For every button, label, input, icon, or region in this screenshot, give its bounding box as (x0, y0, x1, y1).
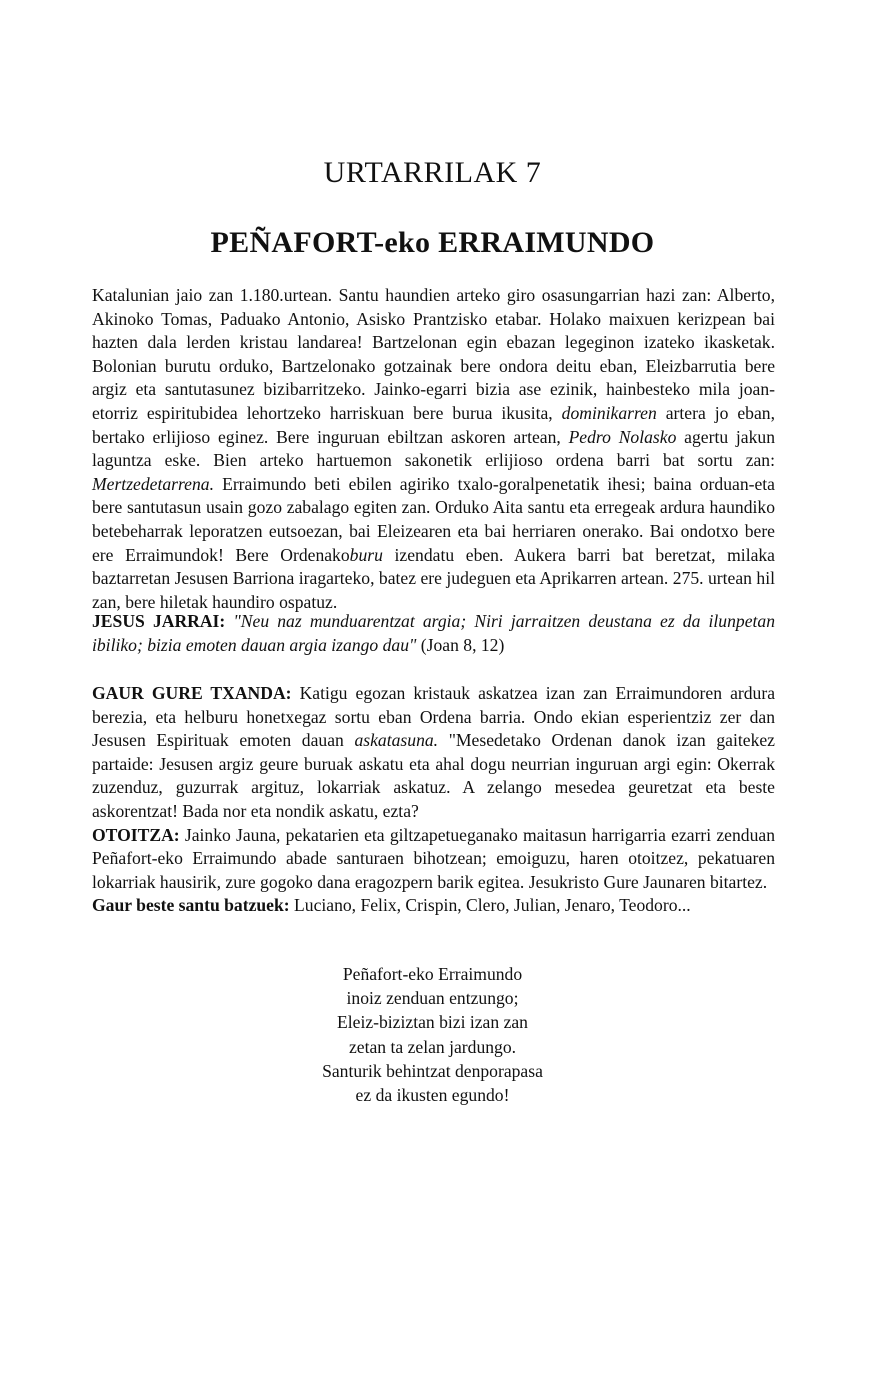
bio-text-3: agertu jakun laguntza eske. Bien arteko hartuemon sakonetik erlijioso ordena barri bat sortu zan: (92, 426, 775, 471)
gaur-gure-txanda-label: GAUR GURE TXANDA: (92, 683, 292, 703)
bio-text-4: Erraimundo beti ebilen agiriko txalo-goralpenetatik ihesi; baina orduan-eta bere santutasun usain gozo zabalago egiten zan. Orduko Aita santu eta erregeak ardura haundiko betebeharrak leporatzen eutsoezan, bai Eleizearen eta bai herriaren onerako. Bai ondotxo bere ere Erraimundok! Bere Ordenako (92, 473, 775, 565)
jesus-jarrai-label: JESUS JARRAI: (92, 611, 226, 631)
saint-title: PEÑAFORT-eko ERRAIMUNDO (210, 226, 655, 259)
poem-line: Santurik behintzat denporapasa (322, 1060, 543, 1081)
poem-line: ez da ikusten egundo! (355, 1085, 510, 1106)
bio-emphasis-buru: buru (349, 544, 383, 565)
bio-emphasis-pedro-nolasko: Pedro Nolasko (568, 426, 677, 447)
bio-text-5: izendatu eben. Aukera barri bat beretzat, milaka baztarretan Jesusen Barriona iragarteko, batez ere judeguen eta Aprikarren artean. 275. urtean hil zan, bere hiletak haundiro ospatuz. (92, 544, 775, 612)
gaur-gure-txanda-text-2: "Mesedetako Ordenan danok izan gaitekez partaide: Jesusen argiz geure buruak askatu eta ahal dogu neurrian inguruan argi egin: Okerrak zuzenduz, guzurrak argituz, lokarriak askatuz. A zelango mesedea geuretzat eta beste askorentzat! Bada nor eta nondik askatu, ezta? (92, 730, 775, 821)
biography-paragraph (92, 284, 775, 614)
poem (0, 962, 865, 1107)
bio-text-2: artera jo eban, bertako erlijioso eginez. Bere inguruan ebiltzan askoren artean, (92, 402, 775, 447)
bio-emphasis-mertzedetarrena: Mertzedetarrena. (92, 473, 214, 494)
jesus-jarrai-reference: (Joan 8, 12) (416, 634, 505, 655)
jesus-jarrai-section (92, 610, 775, 657)
gaur-gure-txanda-emphasis: askatasuna. (354, 730, 439, 751)
gaur-gure-txanda-text-1: Katigu egozan kristauk askatzea izan zan Erraimundoren ardura berezia, eta helburu honetxegaz sortu eban Ordena barria. Ondo ekian esperientziz zer dan Jesusen Espirituak emoten dauan (92, 683, 775, 751)
other-saints-label: Gaur beste santu batzuek: (92, 895, 290, 916)
gaur-gure-txanda-paragraph (92, 682, 775, 824)
other-saints-text: Luciano, Felix, Crispin, Clero, Julian, Jenaro, Teodoro... (289, 895, 691, 916)
otoitza-paragraph (92, 824, 775, 895)
otoitza-text: Jainko Jauna, pekatarien eta giltzapetueganako maitasun harrigarria ezarri zenduan Peñafort-eko Erraimundo abade santuraen bihotzean; emoiguzu, haren otoitzez, pekatuaren lokarriak hausirik, zure gogoko dana eragozpern barik egitea. Jesukristo Gure Jaunaren bitartez. (92, 824, 775, 892)
poem-line: inoiz zenduan entzungo; (346, 988, 519, 1009)
otoitza-label: OTOITZA: (92, 824, 180, 845)
poem-line: Eleiz-biziztan bizi izan zan (337, 1012, 528, 1033)
other-saints-line (92, 894, 775, 918)
poem-line: Peñafort-eko Erraimundo (342, 964, 523, 984)
poem-line: zetan ta zelan jardungo. (348, 1036, 517, 1057)
date-heading: URTARRILAK 7 (323, 156, 542, 189)
gaur-gure-txanda-section (92, 682, 775, 918)
bio-emphasis-dominikarren: dominikarren (561, 402, 657, 423)
jesus-jarrai-quote: "Neu naz munduarentzat argia; Niri jarraitzen deustana ez da ilunpetan ibiliko; bizia emoten dauan argia izango dau" (92, 611, 775, 655)
bio-text-1: Katalunian jaio zan 1.180.urtean. Santu haundien arteko giro osasungarrian hazi zan: Alberto, Akinoko Tomas, Paduako Antonio, Asisko Prantzisko etabar. Holako maixuen kerizpean bai hazten dala lerden kristau landarea! Bartzelonan egin ebazan legeginon izateko ikasketak. Bolonian burutu orduko, Bartzelonako gotzainak bere ondora deitu eban, Eleizbarrutia bere argiz eta santutasunez bizibarritzeko. Jainko-egarri bizia ase ezinik, hainbesteko mila joan-etorriz espiritubidea lehortzeko harriskuan bere burua ikusita, (92, 285, 775, 423)
